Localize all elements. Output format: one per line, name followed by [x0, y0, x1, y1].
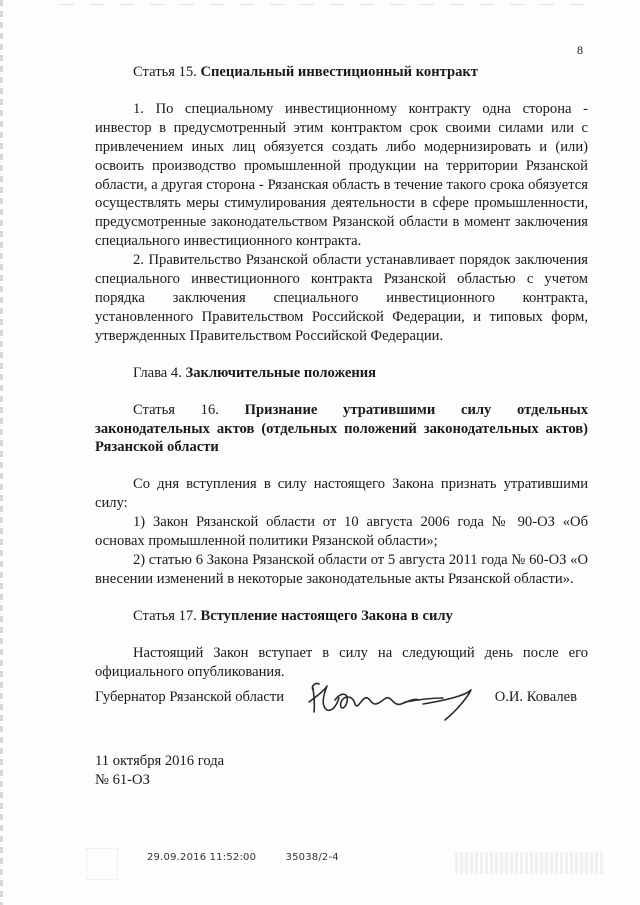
law-number: № 61-ОЗ	[95, 771, 150, 788]
article-16-item-2: 2) статью 6 Закона Рязанской области от 5 августа 2011 года № 60-ОЗ «О внесении изменений в некоторые законодательные акты Рязанской области».	[95, 551, 588, 587]
article-15-heading	[95, 63, 588, 82]
scan-edge-artifact	[0, 0, 3, 905]
signature-block	[95, 680, 588, 725]
article-17-text: Настоящий Закон вступает в силу на следующий день после его официального опубликования.	[95, 644, 588, 680]
governor-name: О.И. Ковалев	[494, 689, 577, 705]
signing-date: 11 октября 2016 года	[95, 753, 225, 769]
footer-code: 35038/2-4	[285, 852, 339, 863]
page-number: 8	[577, 43, 583, 57]
faint-stamp-mark	[86, 848, 118, 880]
article-16-intro: Со дня вступления в силу настоящего Закона признать утратившими силу:	[95, 476, 588, 512]
footer-stamp	[147, 852, 365, 863]
article-17-heading	[95, 607, 588, 626]
chapter-4-title: Заключительные положения	[185, 364, 377, 381]
handwritten-signature	[305, 676, 480, 724]
article-16-item-1: 1) Закон Рязанской области от 10 августа 2006 года № 90-ОЗ «Об основах промышленной политики Рязанской области»;	[95, 514, 588, 550]
article-16-heading	[95, 401, 588, 458]
document-body	[95, 63, 588, 681]
article-15-paragraph-1: 1. По специальному инвестиционному контракту одна сторона - инвестор в предусмотренный этим контрактом срок своими силами или с привлечением иных лиц обязуется создать либо модернизировать и (или) освоить производство промышленной продукции на территории Рязанской области, а другая сторона - Рязанская область в течение такого срока обязуется осуществлять меры стимулирования деятельности в сфере промышленности, предусмотренные законодательством Рязанской области в момент заключения специального инвестиционного контракта.	[95, 100, 588, 250]
article-16-title: Признание утратившими силу отдельных законодательных актов (отдельных положений законодательных актов) Рязанской области	[95, 401, 589, 456]
article-15-title: Специальный инвестиционный контракт	[200, 64, 478, 80]
scan-top-artifact	[60, 4, 600, 5]
article-15-prefix: Статья 15.	[133, 64, 201, 80]
article-15-paragraph-2: 2. Правительство Рязанской области устанавливает порядок заключения специального инвестиционного контракта Рязанской областью с учетом порядка заключения специального инвестиционного контракта, установленного Правительством Российской Федерации, и типовых форм, утвержденных Правительством Российской Федерации.	[95, 252, 588, 344]
chapter-4-prefix: Глава 4.	[133, 364, 186, 381]
article-17-title: Вступление настоящего Закона в силу	[200, 607, 453, 624]
governor-title: Губернатор Рязанской области	[95, 689, 285, 705]
footer-timestamp: 29.09.2016 11:52:00	[147, 852, 257, 863]
date-block	[95, 752, 224, 790]
article-17-prefix: Статья 17.	[133, 607, 201, 624]
chapter-4-heading	[95, 364, 588, 383]
faint-scan-text	[455, 852, 605, 874]
article-16-prefix: Статья 16.	[133, 401, 245, 418]
